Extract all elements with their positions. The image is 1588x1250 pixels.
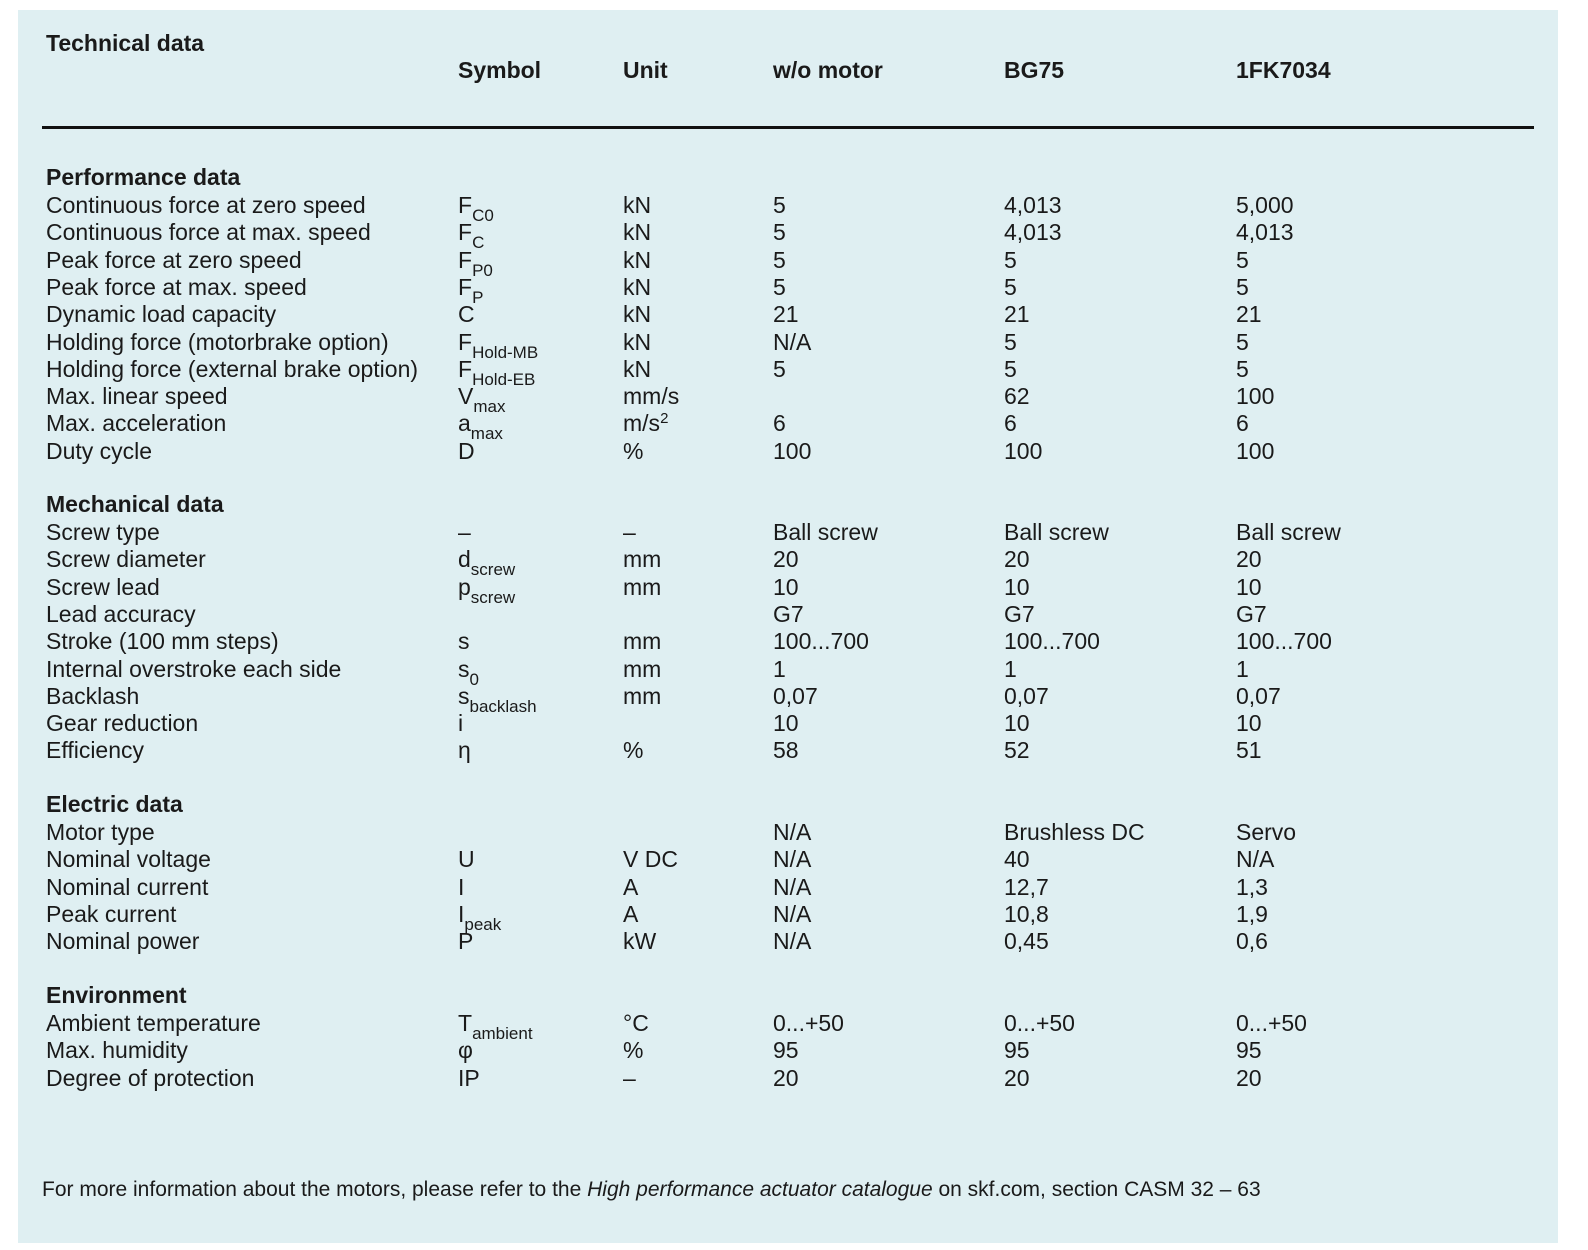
symbol-subscript: peak [464, 915, 502, 934]
symbol-subscript: P [472, 288, 484, 307]
symbol-cell [458, 656, 479, 689]
parameter-label: Gear reduction [46, 710, 199, 736]
unit-cell [623, 219, 651, 246]
symbol-base: s [458, 628, 470, 654]
value-1fk7034: 0,6 [1236, 928, 1268, 954]
unit-cell [623, 438, 643, 465]
value-bg75: 12,7 [1004, 874, 1049, 900]
table-row [0, 383, 1588, 416]
parameter-label: Dynamic load capacity [46, 301, 277, 327]
column-header-without-motor: w/o motor [773, 57, 883, 83]
symbol-cell [458, 438, 475, 465]
parameter-label: Duty cycle [46, 438, 153, 464]
table-row [0, 219, 1588, 252]
value-without-motor: N/A [773, 901, 812, 927]
table-row [0, 683, 1588, 716]
footer-text-after: on skf.com, section CASM 32 – 63 [932, 1178, 1261, 1201]
value-bg75: 10 [1004, 574, 1030, 600]
unit-base: kN [623, 247, 652, 273]
unit-cell [623, 846, 678, 873]
value-without-motor: Ball screw [773, 519, 878, 545]
unit-cell [623, 928, 656, 955]
symbol-subscript: max [473, 397, 506, 416]
section-heading: Environment [46, 982, 187, 1008]
symbol-base: I [458, 874, 465, 900]
unit-base: A [623, 874, 639, 900]
parameter-label: Screw type [46, 519, 160, 545]
unit-cell [623, 274, 651, 301]
value-1fk7034: Ball screw [1236, 519, 1341, 545]
unit-base: mm [623, 656, 662, 682]
symbol-subscript: screw [470, 588, 516, 607]
value-without-motor: 6 [773, 410, 786, 436]
parameter-label: Peak force at zero speed [46, 247, 302, 273]
value-without-motor: 0,07 [773, 683, 818, 709]
value-without-motor: N/A [773, 846, 812, 872]
symbol-subscript: 0 [469, 670, 479, 689]
parameter-label: Stroke (100 mm steps) [46, 628, 279, 654]
unit-cell [623, 737, 643, 764]
unit-base: mm/s [623, 383, 680, 409]
value-1fk7034: 1 [1236, 656, 1249, 682]
value-1fk7034: 10 [1236, 574, 1262, 600]
unit-base: kN [623, 274, 652, 300]
unit-base: kN [623, 219, 652, 245]
unit-base: kN [623, 329, 652, 355]
symbol-cell [458, 1037, 473, 1064]
unit-base: V DC [623, 846, 678, 872]
table-row [0, 710, 1588, 738]
unit-cell [623, 329, 651, 356]
column-header-unit: Unit [623, 57, 668, 83]
symbol-cell [458, 410, 503, 443]
value-1fk7034: 1,9 [1236, 901, 1268, 927]
symbol-cell [458, 219, 485, 252]
symbol-base: IP [458, 1065, 480, 1091]
value-without-motor: N/A [773, 819, 812, 845]
symbol-cell [458, 737, 471, 764]
parameter-label: Nominal power [46, 928, 200, 954]
column-header-symbol: Symbol [458, 57, 542, 83]
unit-base: mm [623, 574, 662, 600]
value-without-motor: 0...+50 [773, 1010, 844, 1036]
table-row [0, 901, 1588, 934]
value-1fk7034: 5 [1236, 247, 1249, 273]
symbol-subscript: Hold-MB [472, 343, 539, 362]
table-row [0, 519, 1588, 547]
value-bg75: 0,07 [1004, 683, 1049, 709]
value-bg75: 0...+50 [1004, 1010, 1075, 1036]
value-without-motor: 5 [773, 356, 786, 382]
unit-base: m/s [623, 410, 661, 436]
value-without-motor: 100 [773, 438, 812, 464]
value-without-motor: 58 [773, 737, 799, 763]
value-1fk7034: 100...700 [1236, 628, 1332, 654]
unit-base: mm [623, 546, 662, 572]
symbol-cell [458, 192, 494, 225]
value-without-motor: 1 [773, 656, 786, 682]
value-1fk7034: Servo [1236, 819, 1297, 845]
symbol-cell [458, 383, 506, 416]
parameter-label: Degree of protection [46, 1065, 255, 1091]
symbol-cell [458, 274, 484, 307]
symbol-base: a [458, 410, 471, 436]
symbol-subscript: Hold-EB [472, 370, 536, 389]
table-row [0, 846, 1588, 874]
unit-base: kW [623, 928, 657, 954]
parameter-label: Max. humidity [46, 1037, 188, 1063]
table-row [0, 1010, 1588, 1043]
parameter-label: Continuous force at zero speed [46, 192, 366, 218]
symbol-base: F [458, 329, 473, 355]
symbol-subscript: C0 [472, 206, 494, 225]
unit-cell [623, 574, 661, 601]
unit-superscript: 2 [660, 410, 669, 427]
parameter-label: Screw diameter [46, 546, 206, 572]
value-1fk7034: 4,013 [1236, 219, 1294, 245]
unit-cell [623, 628, 661, 655]
value-1fk7034: G7 [1236, 601, 1267, 627]
symbol-subscript: ambient [472, 1024, 533, 1043]
symbol-base: F [458, 247, 473, 273]
parameter-label: Nominal voltage [46, 846, 211, 872]
symbol-base: D [458, 438, 475, 464]
value-without-motor: 10 [773, 574, 799, 600]
table-row [0, 1037, 1588, 1065]
value-bg75: 10,8 [1004, 901, 1049, 927]
value-bg75: 6 [1004, 410, 1017, 436]
value-bg75: 4,013 [1004, 219, 1062, 245]
table-row [0, 356, 1588, 389]
unit-cell [623, 356, 651, 383]
value-bg75: 20 [1004, 546, 1030, 572]
table-row [0, 410, 1588, 443]
value-bg75: 40 [1004, 846, 1030, 872]
parameter-label: Holding force (motorbrake option) [46, 329, 389, 355]
value-1fk7034: 21 [1236, 301, 1262, 327]
section-heading: Performance data [46, 164, 241, 190]
symbol-base: s [458, 683, 470, 709]
symbol-cell [458, 874, 464, 901]
parameter-label: Backlash [46, 683, 140, 709]
section-heading: Electric data [46, 791, 183, 817]
value-1fk7034: 100 [1236, 383, 1275, 409]
symbol-base: – [458, 519, 471, 545]
symbol-cell [458, 628, 470, 655]
unit-cell [623, 519, 636, 546]
symbol-cell [458, 928, 473, 955]
value-bg75: Ball screw [1004, 519, 1109, 545]
parameter-label: Holding force (external brake option) [46, 356, 419, 382]
value-1fk7034: 1,3 [1236, 874, 1268, 900]
value-1fk7034: N/A [1236, 846, 1275, 872]
symbol-cell [458, 1010, 533, 1043]
value-bg75: 0,45 [1004, 928, 1049, 954]
value-1fk7034: 5 [1236, 329, 1249, 355]
table-row [0, 574, 1588, 607]
value-bg75: 52 [1004, 737, 1030, 763]
symbol-base: s [458, 656, 470, 682]
value-without-motor: N/A [773, 329, 812, 355]
value-without-motor: 5 [773, 274, 786, 300]
unit-cell [623, 301, 651, 328]
value-bg75: 5 [1004, 329, 1017, 355]
table-row [0, 628, 1588, 656]
table-row [0, 247, 1588, 280]
parameter-label: Screw lead [46, 574, 160, 600]
symbol-base: C [458, 301, 475, 327]
unit-cell [623, 874, 638, 901]
value-1fk7034: 100 [1236, 438, 1275, 464]
symbol-subscript: max [470, 424, 503, 443]
symbol-base: U [458, 846, 475, 872]
footer-note [42, 1178, 1261, 1202]
unit-cell [623, 1065, 636, 1092]
value-bg75: 21 [1004, 301, 1030, 327]
parameter-label: Max. linear speed [46, 383, 228, 409]
table-row [0, 546, 1588, 579]
value-bg75: 100...700 [1004, 628, 1100, 654]
unit-base: kN [623, 356, 652, 382]
value-1fk7034: 20 [1236, 1065, 1262, 1091]
column-header-1fk7034: 1FK7034 [1236, 57, 1331, 83]
value-without-motor: 21 [773, 301, 799, 327]
table-row [0, 1065, 1588, 1093]
value-without-motor: 95 [773, 1037, 799, 1063]
header-divider [42, 126, 1534, 129]
value-bg75: Brushless DC [1004, 819, 1145, 845]
symbol-base: F [458, 192, 473, 218]
value-bg75: 10 [1004, 710, 1030, 736]
footer-catalogue-title: High performance actuator catalogue [587, 1178, 933, 1201]
symbol-base: φ [458, 1037, 473, 1063]
value-bg75: 4,013 [1004, 192, 1062, 218]
value-1fk7034: 0,07 [1236, 683, 1281, 709]
value-1fk7034: 10 [1236, 710, 1262, 736]
symbol-cell [458, 329, 539, 362]
symbol-base: F [458, 356, 473, 382]
symbol-cell [458, 247, 493, 280]
table-row [0, 656, 1588, 689]
unit-cell [623, 192, 651, 219]
unit-cell [623, 546, 661, 573]
unit-base: kN [623, 301, 652, 327]
unit-base: % [623, 438, 644, 464]
table-row [0, 438, 1588, 466]
symbol-base: p [458, 574, 471, 600]
table-row [0, 301, 1588, 329]
table-title: Technical data [46, 30, 205, 56]
unit-base: – [623, 1065, 636, 1091]
symbol-base: I [458, 901, 465, 927]
value-bg75: 20 [1004, 1065, 1030, 1091]
value-1fk7034: 5,000 [1236, 192, 1294, 218]
value-1fk7034: 51 [1236, 737, 1262, 763]
value-without-motor: 100...700 [773, 628, 869, 654]
symbol-base: V [458, 383, 474, 409]
symbol-cell [458, 683, 537, 716]
value-1fk7034: 5 [1236, 356, 1249, 382]
unit-base: mm [623, 683, 662, 709]
symbol-cell [458, 356, 536, 389]
value-1fk7034: 20 [1236, 546, 1262, 572]
symbol-subscript: P0 [472, 261, 493, 280]
parameter-label: Peak force at max. speed [46, 274, 307, 300]
unit-base: – [623, 519, 636, 545]
value-bg75: 5 [1004, 247, 1017, 273]
unit-base: kN [623, 192, 652, 218]
table-row [0, 601, 1588, 629]
symbol-cell [458, 901, 502, 934]
value-without-motor: N/A [773, 874, 812, 900]
symbol-base: F [458, 219, 473, 245]
value-1fk7034: 5 [1236, 274, 1249, 300]
unit-cell [623, 247, 651, 274]
symbol-subscript: C [472, 233, 485, 252]
parameter-label: Lead accuracy [46, 601, 196, 627]
table-row [0, 819, 1588, 847]
value-without-motor: 20 [773, 1065, 799, 1091]
table-row [0, 192, 1588, 225]
value-without-motor: 10 [773, 710, 799, 736]
table-row [0, 329, 1588, 362]
unit-cell [623, 656, 661, 683]
symbol-cell [458, 574, 516, 607]
table-row [0, 274, 1588, 307]
symbol-base: η [458, 737, 471, 763]
value-bg75: 5 [1004, 356, 1017, 382]
value-without-motor: 5 [773, 247, 786, 273]
parameter-label: Motor type [46, 819, 155, 845]
symbol-base: d [458, 546, 471, 572]
unit-cell [623, 901, 638, 928]
section-heading: Mechanical data [46, 491, 224, 517]
parameter-label: Peak current [46, 901, 177, 927]
unit-cell [623, 1010, 649, 1037]
value-bg75: 5 [1004, 274, 1017, 300]
symbol-cell [458, 710, 463, 737]
footer-text-before: For more information about the motors, please refer to the [42, 1178, 588, 1201]
unit-cell [623, 1037, 643, 1064]
symbol-cell [458, 301, 475, 328]
value-1fk7034: 6 [1236, 410, 1249, 436]
symbol-base: T [458, 1010, 473, 1036]
symbol-cell [458, 846, 475, 873]
parameter-label: Max. acceleration [46, 410, 227, 436]
value-1fk7034: 95 [1236, 1037, 1262, 1063]
symbol-subscript: screw [470, 560, 516, 579]
unit-base: % [623, 1037, 644, 1063]
table-row [0, 737, 1588, 765]
value-1fk7034: 0...+50 [1236, 1010, 1307, 1036]
table-row [0, 928, 1588, 956]
symbol-cell [458, 546, 516, 579]
symbol-subscript: backlash [469, 697, 537, 716]
value-without-motor: 5 [773, 192, 786, 218]
value-without-motor: 5 [773, 219, 786, 245]
value-without-motor: N/A [773, 928, 812, 954]
unit-base: mm [623, 628, 662, 654]
value-bg75: 62 [1004, 383, 1030, 409]
unit-cell [623, 410, 668, 437]
unit-base: °C [623, 1010, 649, 1036]
symbol-base: i [458, 710, 464, 736]
value-bg75: 1 [1004, 656, 1017, 682]
parameter-label: Continuous force at max. speed [46, 219, 371, 245]
symbol-base: F [458, 274, 473, 300]
unit-base: % [623, 737, 644, 763]
value-without-motor: G7 [773, 601, 804, 627]
parameter-label: Nominal current [46, 874, 209, 900]
value-bg75: G7 [1004, 601, 1035, 627]
unit-cell [623, 683, 661, 710]
symbol-cell [458, 1065, 480, 1092]
parameter-label: Internal overstroke each side [46, 656, 342, 682]
value-bg75: 95 [1004, 1037, 1030, 1063]
column-header-bg75: BG75 [1004, 57, 1065, 83]
table-row [0, 874, 1588, 902]
parameter-label: Efficiency [46, 737, 145, 763]
unit-cell [623, 383, 679, 410]
symbol-base: P [458, 928, 474, 954]
unit-base: A [623, 901, 639, 927]
symbol-cell [458, 519, 471, 546]
value-without-motor: 20 [773, 546, 799, 572]
value-bg75: 100 [1004, 438, 1043, 464]
parameter-label: Ambient temperature [46, 1010, 261, 1036]
